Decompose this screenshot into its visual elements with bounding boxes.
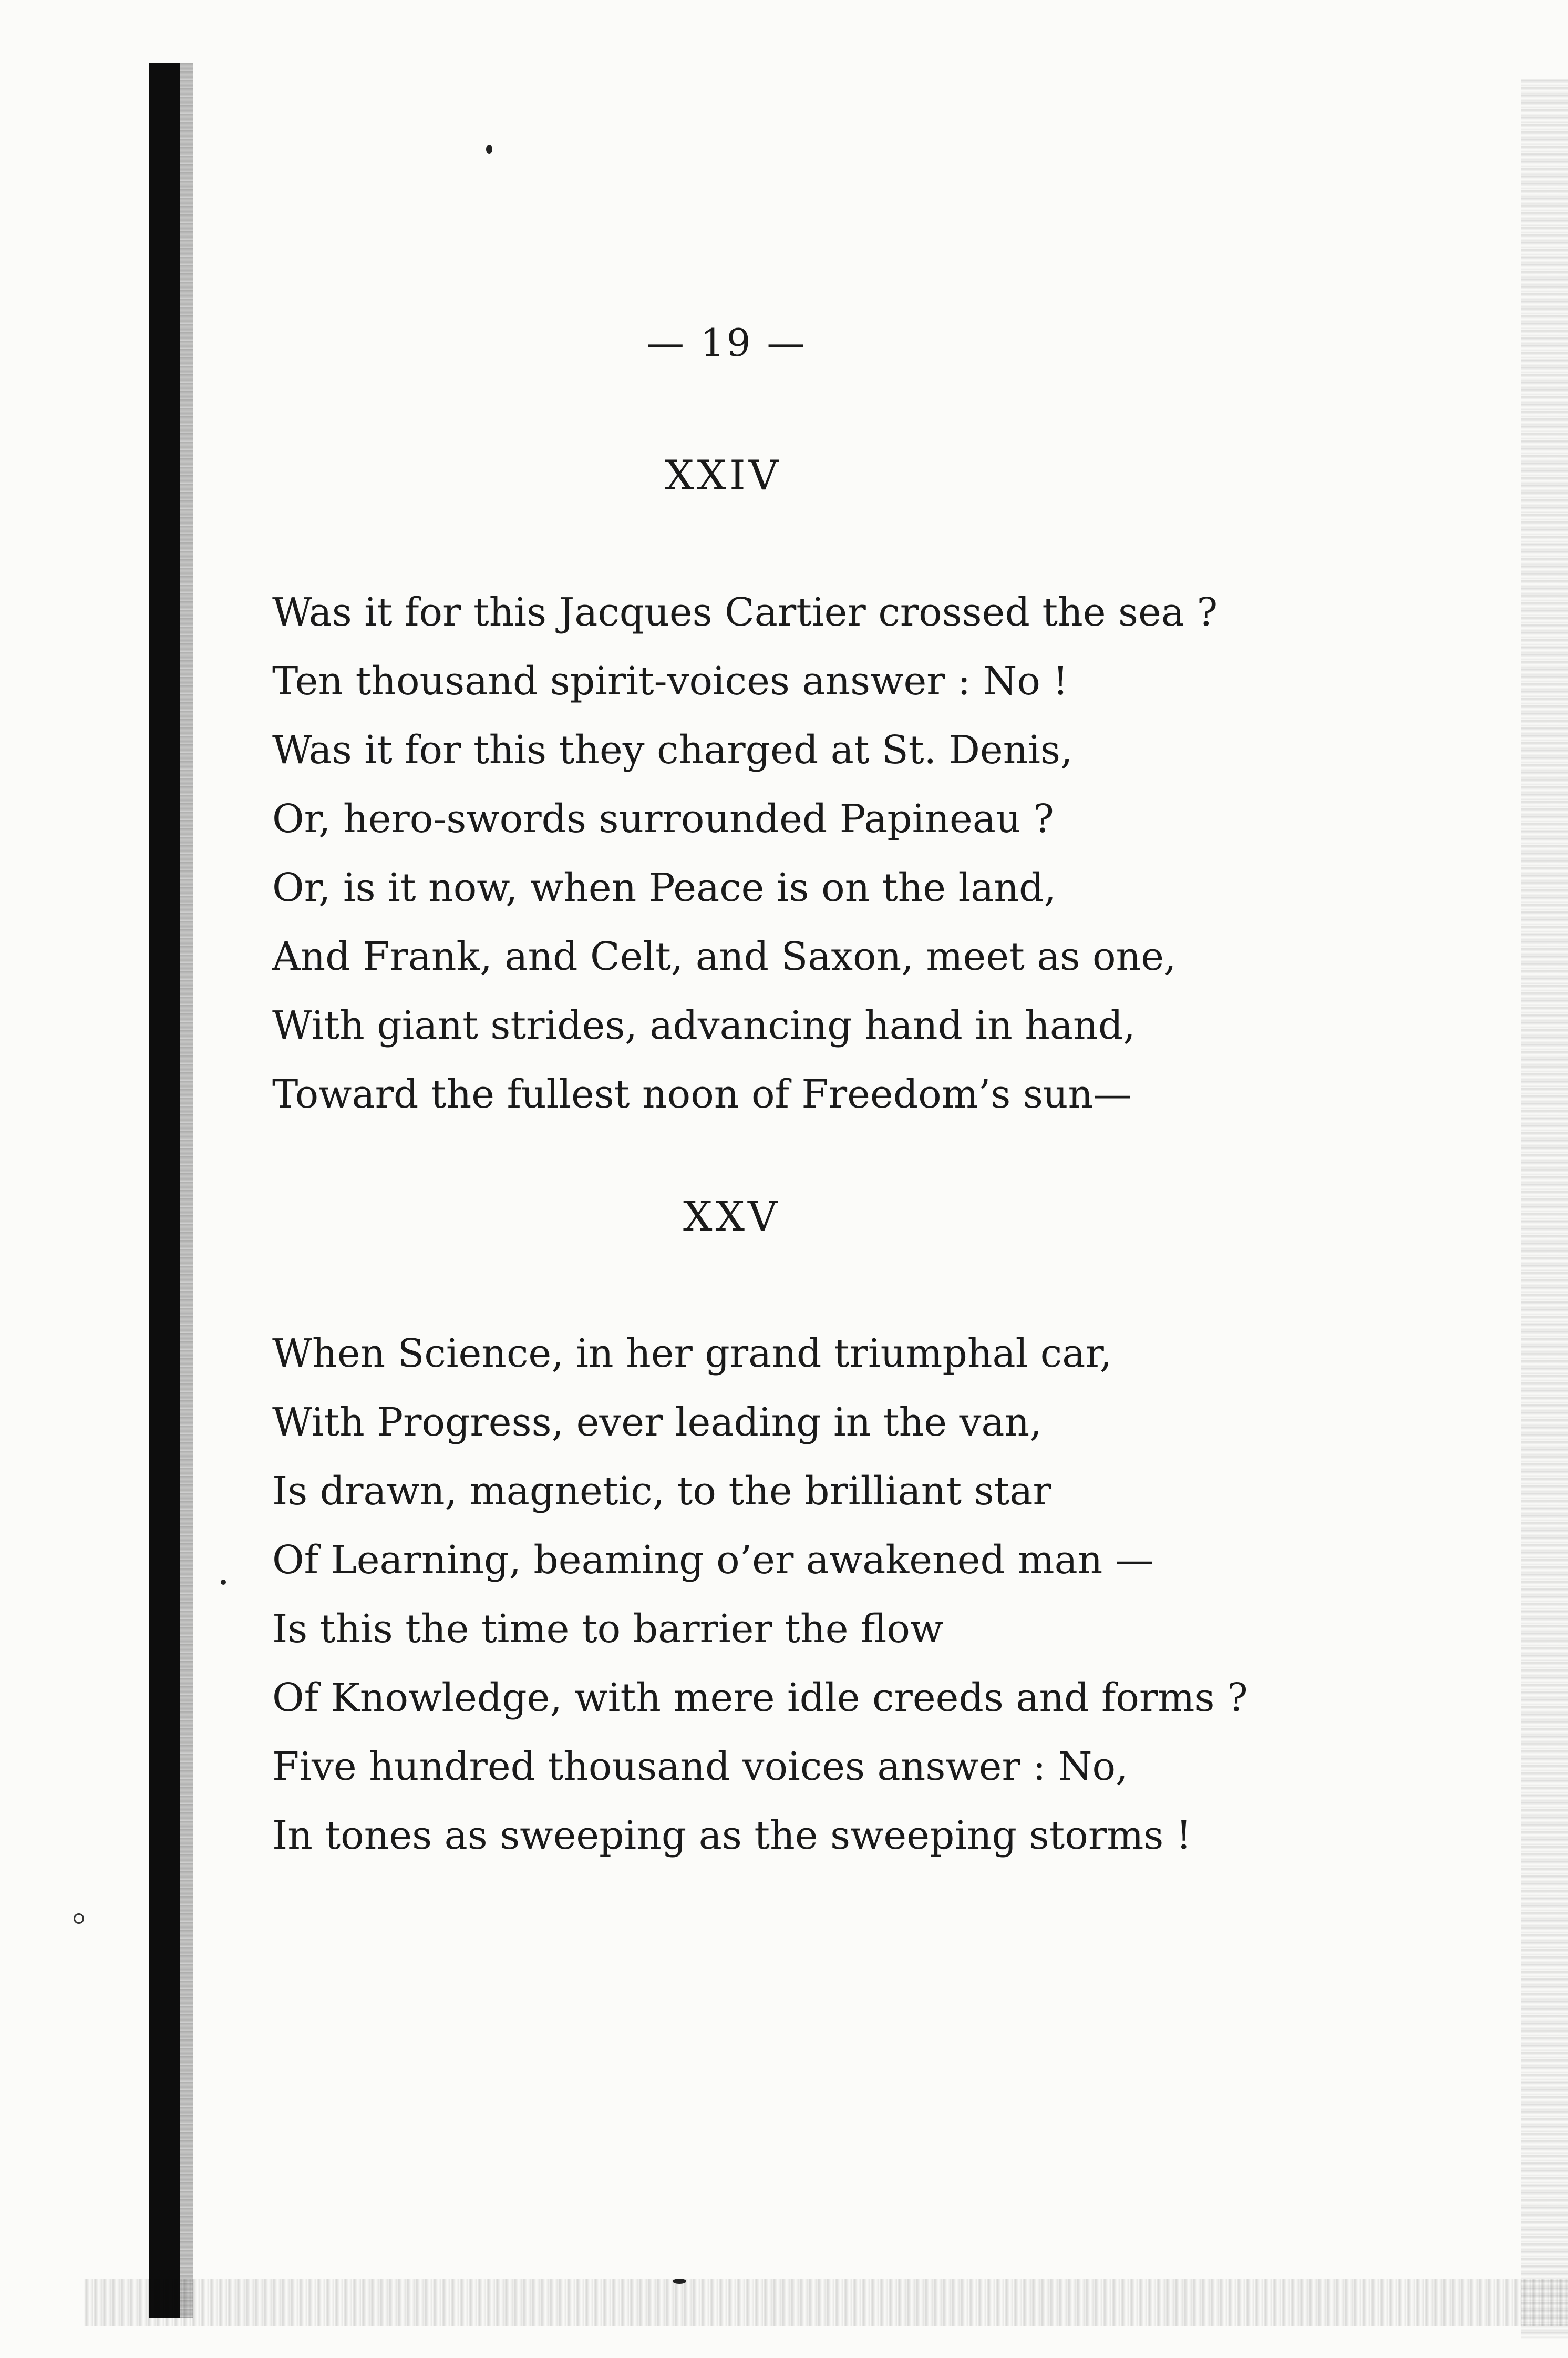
verse-line: In tones as sweeping as the sweeping storms ! bbox=[272, 1813, 1192, 1858]
verse-line: Or, hero-swords surrounded Papineau ? bbox=[272, 796, 1054, 842]
scan-noise-right bbox=[1521, 79, 1568, 2339]
verse-line: With giant strides, advancing hand in hand, bbox=[272, 1003, 1136, 1048]
verse-line: Of Learning, beaming o’er awakened man — bbox=[272, 1537, 1154, 1583]
ink-speck bbox=[486, 145, 492, 154]
verse-line: With Progress, ever leading in the van, bbox=[272, 1400, 1042, 1445]
binding-edge bbox=[149, 63, 180, 2318]
verse-line: Ten thousand spirit-voices answer : No ! bbox=[272, 659, 1069, 704]
ink-speck bbox=[673, 2279, 686, 2284]
verse-line: Or, is it now, when Peace is on the land, bbox=[272, 865, 1056, 910]
verse-line: Toward the fullest noon of Freedom’s sun— bbox=[272, 1072, 1132, 1117]
verse-line: When Science, in her grand triumphal car, bbox=[272, 1331, 1112, 1376]
stanza-xxiv bbox=[272, 578, 1218, 1129]
page-number: — 19 — bbox=[646, 321, 807, 365]
stanza-xxv bbox=[272, 1319, 1248, 1870]
verse-line: Of Knowledge, with mere idle creeds and forms ? bbox=[272, 1675, 1248, 1720]
ink-speck bbox=[221, 1580, 226, 1585]
verse-line: And Frank, and Celt, and Saxon, meet as one, bbox=[272, 934, 1177, 979]
stanza-title-xxiv: XXIV bbox=[665, 452, 782, 499]
verse-line: Was it for this Jacques Cartier crossed the sea ? bbox=[272, 590, 1218, 635]
binding-shadow bbox=[180, 63, 193, 2318]
ink-speck bbox=[74, 1913, 84, 1924]
scan-noise-bottom bbox=[84, 2279, 1568, 2326]
verse-line: Is this the time to barrier the flow bbox=[272, 1606, 944, 1652]
verse-line: Five hundred thousand voices answer : No, bbox=[272, 1744, 1128, 1789]
verse-line: Was it for this they charged at St. Denis, bbox=[272, 727, 1073, 773]
verse-line: Is drawn, magnetic, to the brilliant star bbox=[272, 1469, 1051, 1514]
stanza-title-xxv: XXV bbox=[683, 1193, 781, 1240]
